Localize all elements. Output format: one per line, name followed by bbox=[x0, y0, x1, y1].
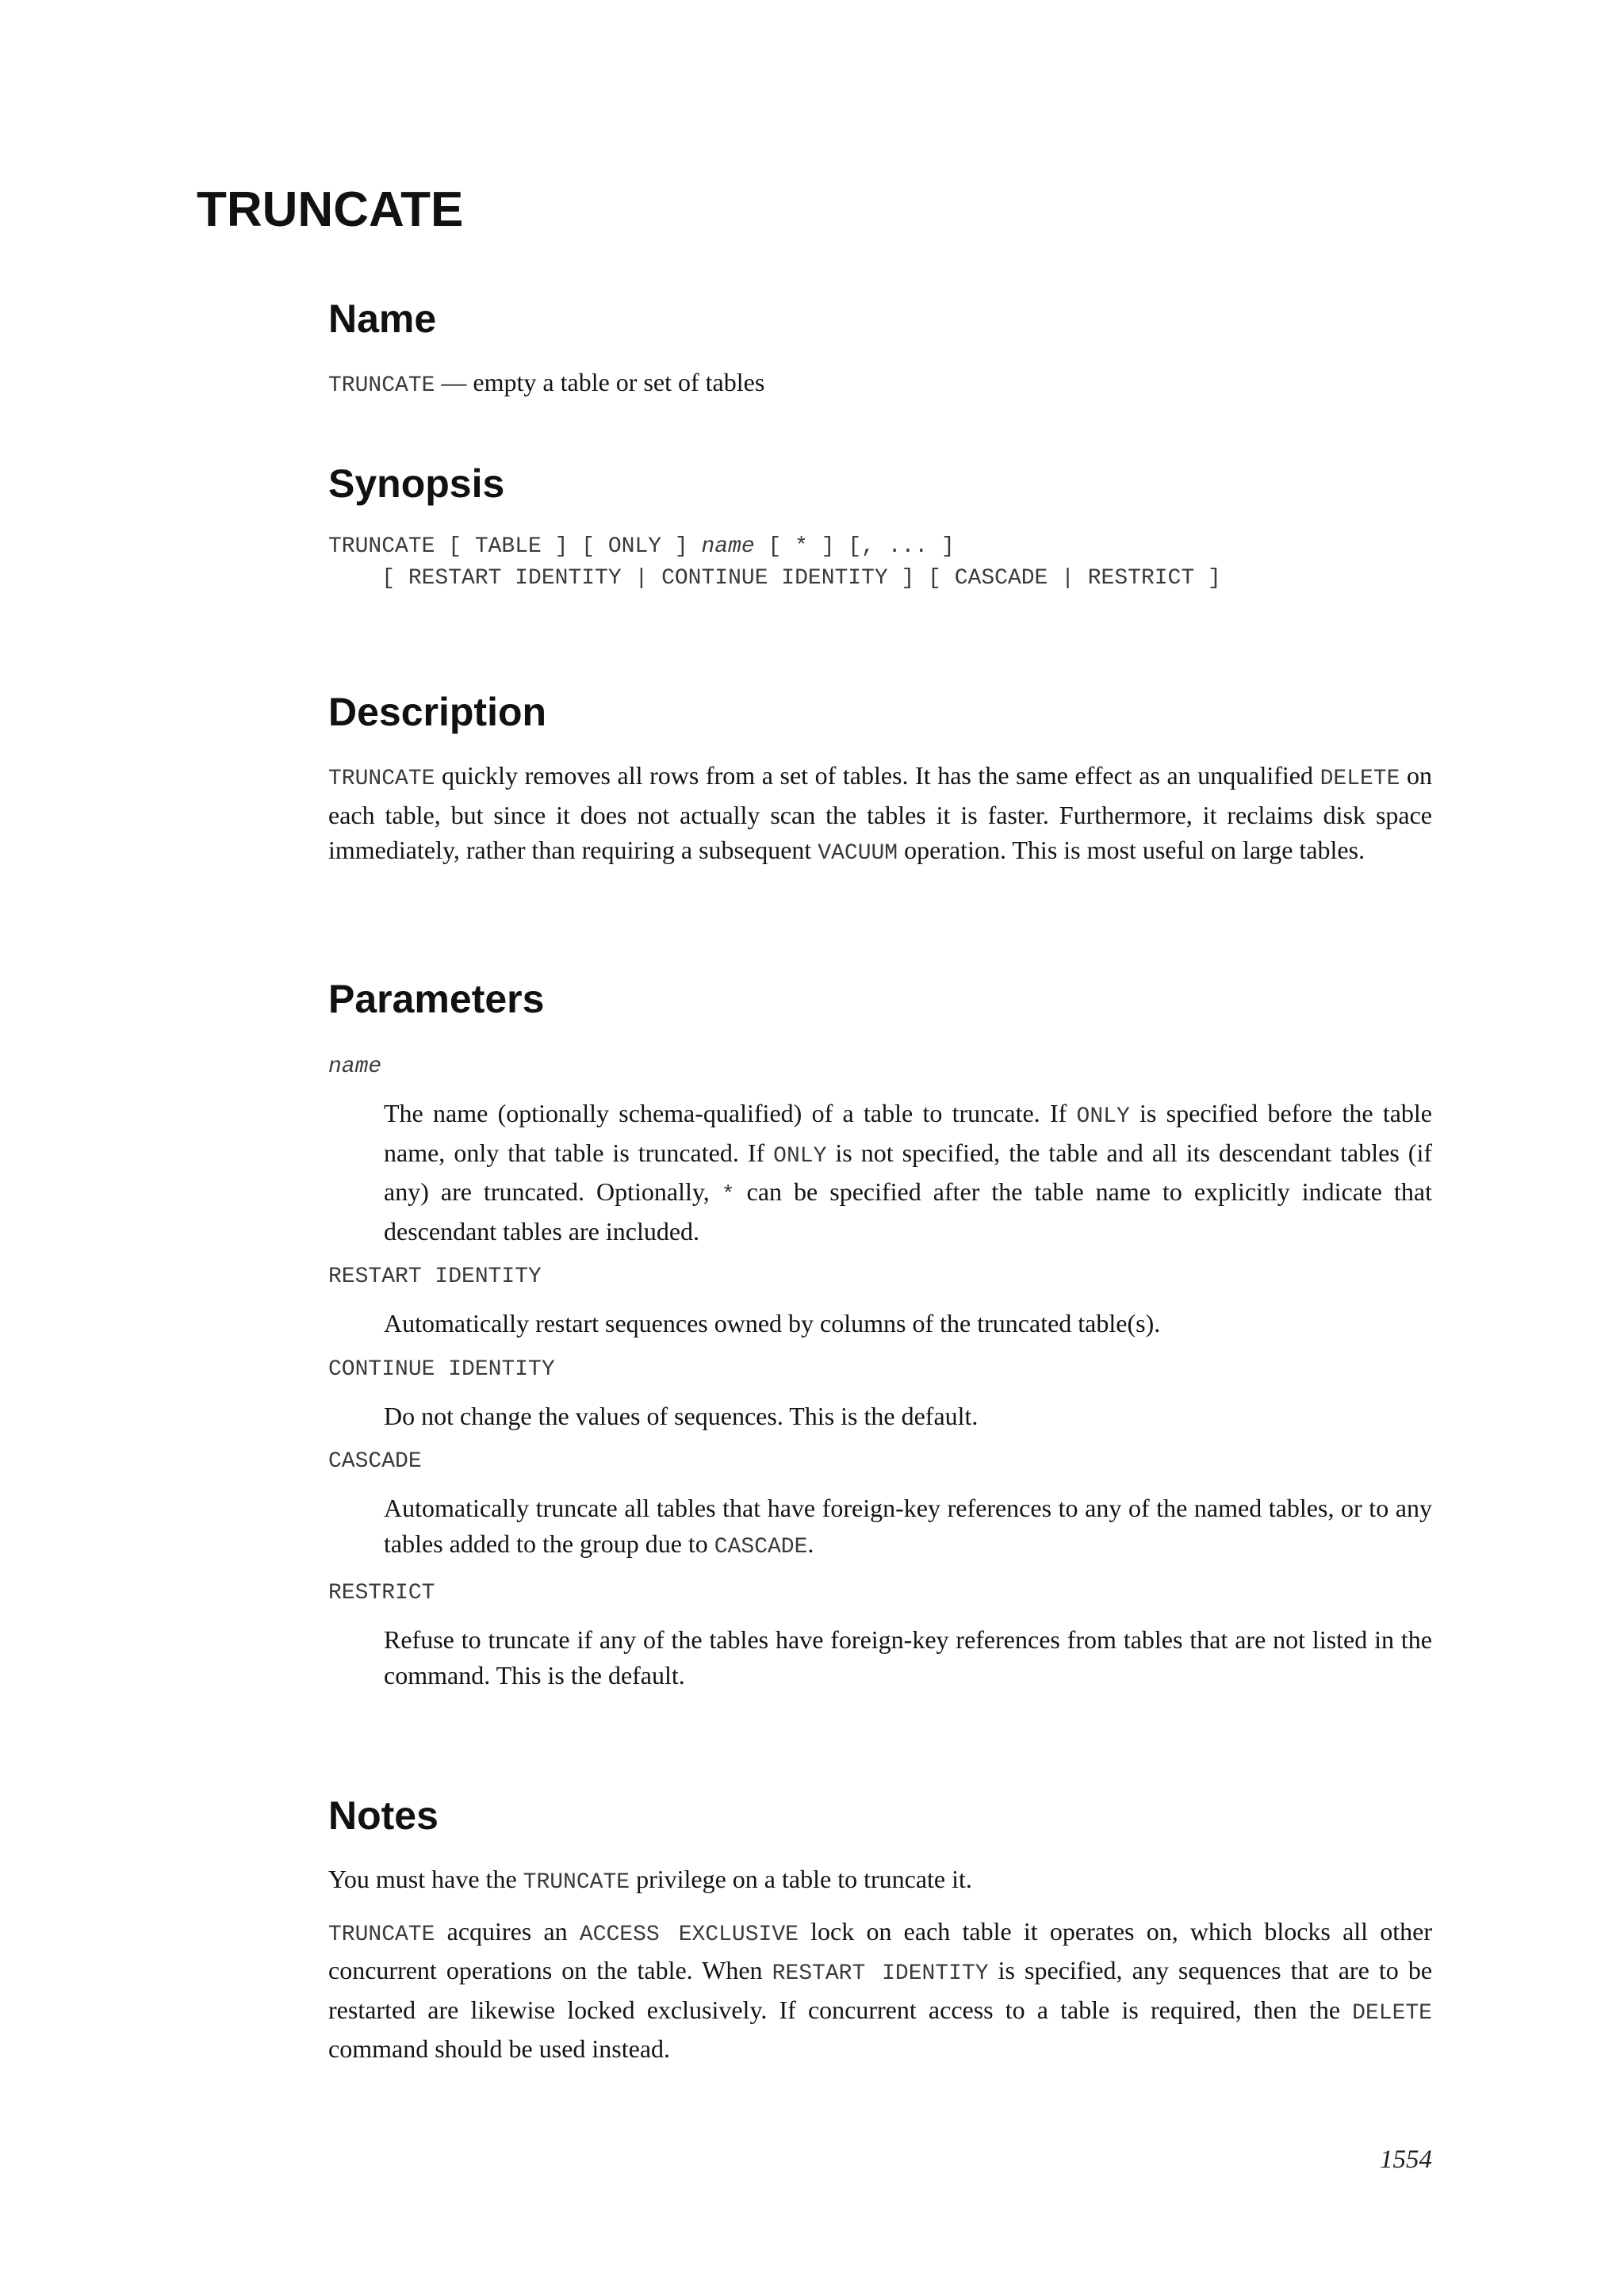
description-heading: Description bbox=[328, 690, 547, 734]
name-summary: TRUNCATE — empty a table or set of tables bbox=[328, 368, 765, 398]
notes-paragraph-1: You must have the TRUNCATE privilege on a table to truncate it. bbox=[328, 1865, 972, 1895]
description-paragraph: TRUNCATE quickly removes all rows from a set of tables. It has the same effect as an unqualified DELETE on each table, but since it does not actually scan the tables it is faster. Furthermore, it reclaims disk space immediately, rather than requiring a subsequent VACUUM operation. This is most useful on large tables. bbox=[328, 761, 1433, 866]
param-term-name: name bbox=[328, 1054, 382, 1079]
param-desc-continue-identity: Do not change the values of sequences. This is the default. bbox=[384, 1401, 979, 1430]
page-number: 1554 bbox=[1380, 2145, 1432, 2174]
parameters-heading: Parameters bbox=[328, 977, 545, 1021]
page-title: TRUNCATE bbox=[197, 182, 464, 237]
param-term-restart-identity: RESTART IDENTITY bbox=[328, 1265, 542, 1289]
param-term-cascade: CASCADE bbox=[328, 1449, 422, 1474]
parameters-section bbox=[328, 974, 1432, 1693]
notes-paragraph-2: TRUNCATE acquires an ACCESS EXCLUSIVE lock on each table it operates on, which blocks all other concurrent operations on the table. When RESTART IDENTITY is specified, any sequences that are to be restarted are likewise locked exclusively. If concurrent access to a table is required, then the DELETE command should be used instead. bbox=[328, 1916, 1433, 2063]
param-desc-restart-identity: Automatically restart sequences owned by columns of the truncated table(s). bbox=[384, 1309, 1161, 1337]
param-term-restrict: RESTRICT bbox=[328, 1581, 435, 1605]
param-term-continue-identity: CONTINUE IDENTITY bbox=[328, 1357, 555, 1382]
command-name: TRUNCATE bbox=[328, 373, 435, 398]
notes-section bbox=[328, 1790, 1432, 2067]
name-section bbox=[328, 293, 1432, 404]
synopsis-section bbox=[328, 458, 1432, 595]
description-section bbox=[328, 687, 1432, 872]
synopsis-heading: Synopsis bbox=[328, 461, 505, 506]
param-desc-restrict: Refuse to truncate if any of the tables have foreign-key references from tables that are not listed in the command. This is the default. bbox=[384, 1625, 1432, 1689]
param-desc-name: The name (optionally schema-qualified) of a table to truncate. If ONLY is specified before the table name, only that table is truncated. If ONLY is not specified, the table and all its descendant tables (if any) are truncated. Optionally, * can be specified after the table name to explicitly indicate that descendant tables are included. bbox=[384, 1099, 1433, 1246]
name-heading: Name bbox=[328, 297, 437, 341]
synopsis-code: TRUNCATE [ TABLE ] [ ONLY ] name [ * ] [, ... ] [ RESTART IDENTITY | CONTINUE IDENTITY ] [ CASCADE | RESTRICT ] bbox=[328, 534, 1221, 591]
notes-heading: Notes bbox=[328, 1793, 439, 1838]
param-desc-cascade: Automatically truncate all tables that have foreign-key references to any of the named tables, or to any tables added to the group due to CASCADE. bbox=[384, 1494, 1432, 1559]
